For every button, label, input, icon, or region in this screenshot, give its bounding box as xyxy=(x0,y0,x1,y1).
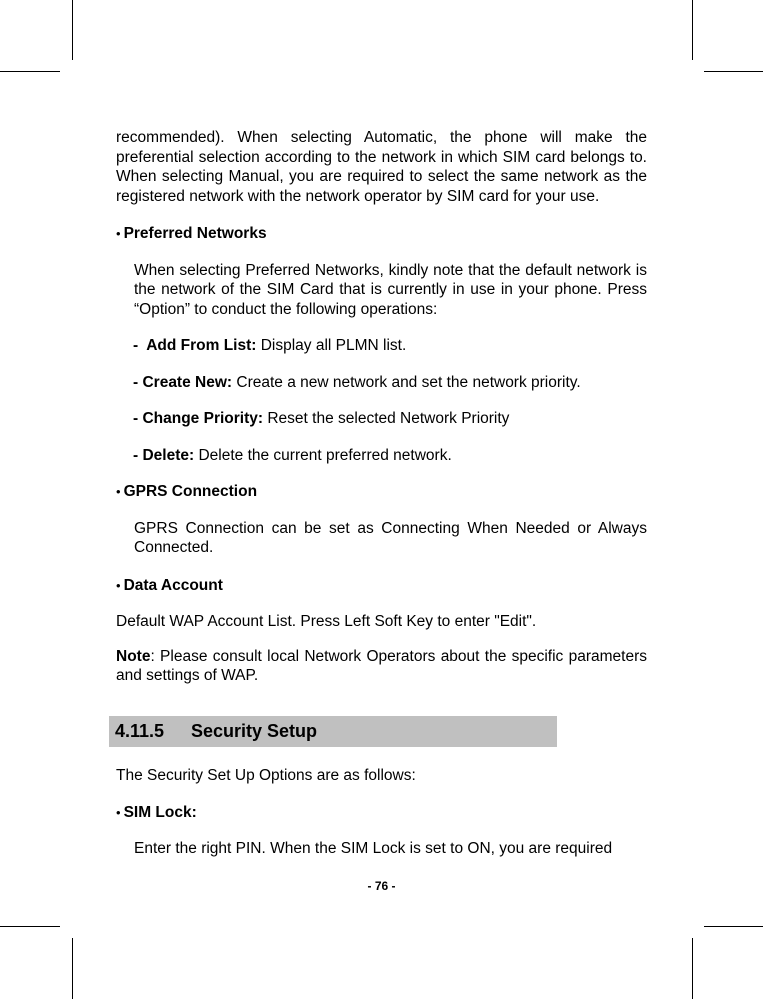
bullet-icon: • xyxy=(116,804,121,820)
sim-lock-heading: • SIM Lock: xyxy=(116,803,197,821)
crop-mark xyxy=(704,926,763,927)
crop-mark xyxy=(72,938,73,999)
page-content xyxy=(116,128,647,686)
section-title: Security Setup xyxy=(191,721,318,741)
gprs-body: GPRS Connection can be set as Connecting When Needed or Always Connected. xyxy=(134,519,647,556)
security-content xyxy=(116,766,647,859)
bullet-icon: • xyxy=(116,577,121,593)
gprs-heading: • GPRS Connection xyxy=(116,483,258,500)
crop-mark xyxy=(692,938,693,999)
data-account-heading: • Data Account xyxy=(116,576,223,594)
crop-mark xyxy=(692,0,693,60)
crop-mark xyxy=(72,0,73,60)
bullet-icon: • xyxy=(116,484,121,499)
list-item: - Delete: Delete the current preferred network. xyxy=(133,446,452,464)
crop-mark xyxy=(0,926,60,927)
list-item: - Create New: Create a new network and set the network priority. xyxy=(133,373,581,391)
crop-mark xyxy=(704,71,763,72)
crop-mark xyxy=(0,71,60,72)
note-paragraph: Note: Please consult local Network Operators about the specific parameters and settings of WAP. xyxy=(116,647,647,684)
data-account-body: Default WAP Account List. Press Left Soft Key to enter "Edit". xyxy=(116,613,537,630)
bullet-icon: • xyxy=(116,226,121,241)
security-intro: The Security Set Up Options are as follows: xyxy=(116,767,416,784)
preferred-networks-heading: • Preferred Networks xyxy=(116,225,267,242)
page-number: - 76 - xyxy=(367,879,396,893)
intro-paragraph: recommended). When selecting Automatic, the phone will make the preferential selection according to the network in which SIM card belongs to. When selecting Manual, you are required to select the same network as the registered network with the network operator by SIM card for your use. xyxy=(116,129,647,205)
preferred-networks-body: When selecting Preferred Networks, kindly note that the default network is the network of the SIM Card that is currently in use in your phone. Press “Option” to conduct the following operations: xyxy=(134,261,647,318)
section-number: 4.11.5 xyxy=(115,721,165,741)
list-item: - Add From List: Display all PLMN list. xyxy=(133,337,407,354)
sim-lock-body: Enter the right PIN. When the SIM Lock is set to ON, you are required xyxy=(134,840,613,857)
list-item: - Change Priority: Reset the selected Network Priority xyxy=(133,410,510,427)
section-heading xyxy=(109,716,557,747)
